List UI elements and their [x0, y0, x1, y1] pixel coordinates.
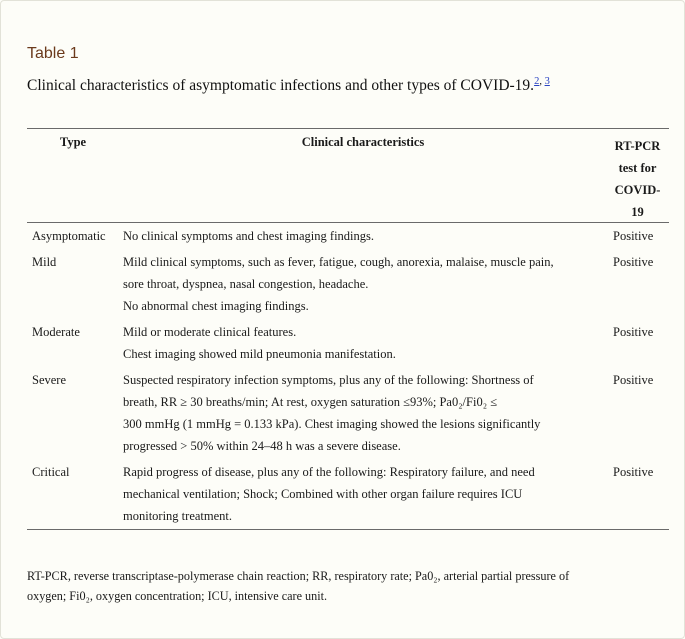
characteristics-line: No abnormal chest imaging findings. — [123, 299, 309, 313]
header-rt-pcr-line: RT-PCR — [614, 139, 661, 153]
characteristics-line: No clinical symptoms and chest imaging findings. — [123, 229, 375, 243]
header-rt-pcr-line: 19 — [631, 205, 644, 219]
footnote-line: oxygen; Fi0₂, oxygen concentration; ICU, intensive care unit. — [27, 589, 328, 603]
header-rt-pcr — [606, 135, 669, 223]
row-characteristics — [123, 321, 396, 365]
citation-link-2[interactable]: 2 — [534, 76, 540, 87]
characteristics-line: Mild clinical symptoms, such as fever, fatigue, cough, anorexia, malaise, muscle pain, — [123, 255, 554, 269]
header-bottom-rule — [27, 222, 669, 223]
characteristics-line: Chest imaging showed mild pneumonia manifestation. — [123, 347, 396, 361]
table-title-text: Clinical characteristics of asymptomatic infections and other types of COVID-19. — [27, 77, 535, 94]
row-type: Severe — [32, 373, 67, 387]
characteristics-line: breath, RR ≥ 30 breaths/min; At rest, oxygen saturation ≤93%; Pa0₂/Fi0₂ ≤ — [123, 395, 498, 409]
header-rt-pcr-line: test for — [618, 161, 657, 175]
row-result: Positive — [613, 465, 654, 479]
citation-refs — [534, 76, 550, 87]
table-bottom-rule — [27, 529, 669, 530]
citation-link-3[interactable]: 3 — [544, 76, 550, 87]
header-rt-pcr-line: COVID- — [614, 183, 661, 197]
characteristics-line: monitoring treatment. — [123, 509, 233, 523]
row-type: Critical — [32, 465, 70, 479]
characteristics-line: mechanical ventilation; Shock; Combined with other organ failure requires ICU — [123, 487, 523, 501]
characteristics-line: progressed > 50% within 24–48 h was a severe disease. — [123, 439, 401, 453]
row-result: Positive — [613, 325, 654, 339]
row-result: Positive — [613, 255, 654, 269]
table-top-rule — [27, 128, 669, 129]
row-result: Positive — [613, 373, 654, 387]
row-type: Moderate — [32, 325, 80, 339]
header-type: Type — [59, 135, 87, 149]
characteristics-line: 300 mmHg (1 mmHg = 0.133 kPa). Chest imaging showed the lesions significantly — [123, 417, 541, 431]
row-characteristics — [123, 251, 554, 317]
row-characteristics — [123, 369, 540, 457]
row-type: Asymptomatic — [32, 229, 106, 243]
header-clinical-characteristics: Clinical characteristics — [301, 135, 425, 149]
characteristics-line: Mild or moderate clinical features. — [123, 325, 297, 339]
row-characteristics — [123, 461, 535, 527]
row-result: Positive — [613, 229, 654, 243]
row-type: Mild — [32, 255, 57, 269]
characteristics-line: Rapid progress of disease, plus any of the following: Respiratory failure, and need — [123, 465, 535, 479]
table-label: Table 1 — [27, 45, 79, 62]
row-characteristics — [123, 225, 374, 247]
table-footnote — [27, 566, 569, 606]
citation-separator: , — [539, 76, 545, 87]
footnote-line: RT-PCR, reverse transcriptase-polymerase chain reaction; RR, respiratory rate; Pa0₂, arterial partial pressure of — [27, 569, 570, 583]
table-title — [27, 76, 550, 95]
characteristics-line: Suspected respiratory infection symptoms, plus any of the following: Shortness of — [123, 373, 534, 387]
characteristics-line: sore throat, dyspnea, nasal congestion, headache. — [123, 277, 369, 291]
